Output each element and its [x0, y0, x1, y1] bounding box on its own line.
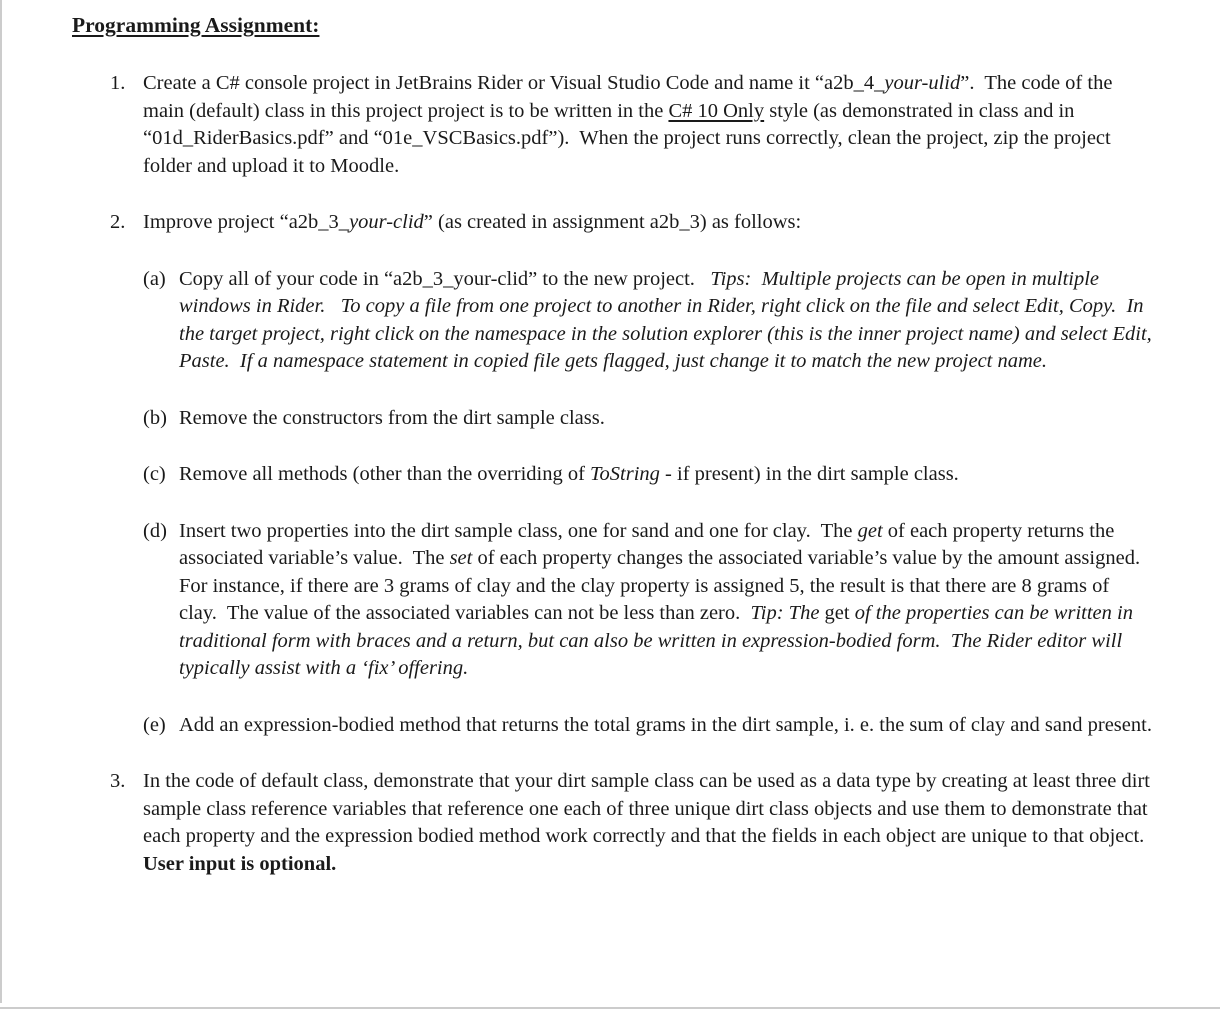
item-number: 2.: [110, 211, 126, 233]
list-item-2: [0, 209, 1220, 739]
sub-item-label: (a): [143, 267, 166, 290]
sub-item-label: (b): [143, 406, 167, 429]
page-left-border: [0, 0, 2, 1003]
page-bottom-border: [0, 1007, 1220, 1009]
list-item-1: [0, 70, 1220, 180]
page-title: Programming Assignment:: [72, 13, 320, 37]
item-text: Create a C# console project in JetBrains Rider or Visual Studio Code and name it “a2b_4_your-ulid”. The code of the main (default) class in this project project is to be written in the C# 10 Only style (as demonstrated in class and in “01d_RiderBasics.pdf” and “01e_VSCBasics.pdf”). When the project runs correctly, clean the project, zip the project folder and upload it to Moodle.: [143, 72, 1118, 177]
item-number: 1.: [110, 72, 126, 94]
sub-item-a: [143, 266, 1157, 376]
sub-item-c: [143, 461, 1152, 489]
list-item-3: [0, 768, 1220, 878]
sub-item-text: Insert two properties into the dirt sample class, one for sand and one for clay. The get of each property returns the associated variable’s value. The set of each property changes the associated variable’s value by the amount assigned. For instance, if there are 3 grams of clay and the clay property is assigned 5, the result is that there are 8 grams of clay. The value of the associated variables can not be less than zero. Tip: The get of the properties can be written in traditional form with braces and a return, but can also be written in expression-bodied form. The Rider editor will typically assist with a ‘fix’ offering.: [179, 519, 1151, 679]
sub-item-text: Remove all methods (other than the overriding of ToString - if present) in the dirt sample class.: [179, 463, 959, 485]
sub-item-label: (d): [143, 519, 167, 542]
sub-item-d: [143, 518, 1152, 683]
item-text: In the code of default class, demonstrate that your dirt sample class can be used as a data type by creating at least three dirt sample class reference variables that reference one each of three unique dirt class objects and use them to demonstrate that each property and the expression bodied method work correctly and that the fields in each object are unique to that object. User input is optional.: [143, 770, 1156, 875]
numbered-list: [0, 70, 1220, 878]
sub-item-label: (c): [143, 463, 166, 485]
sub-item-label: (e): [143, 713, 166, 736]
lettered-sub-list: [143, 266, 1157, 740]
sub-item-text: Copy all of your code in “a2b_3_your-clid” to the new project. Tips: Multiple projects can be open in multiple windows in Rider. To copy a file from one project to another in Rider, right click on the file and select Edit, Copy. In the target project, right click on the namespace in the solution explorer (this is the inner project name) and select Edit, Paste. If a namespace statement in copied file gets flagged, just change it to match the new project name.: [179, 267, 1157, 372]
item-text: Improve project “a2b_3_your-clid” (as created in assignment a2b_3) as follows:: [143, 211, 802, 233]
sub-item-e: [143, 712, 1152, 740]
sub-item-text: Remove the constructors from the dirt sample class.: [179, 406, 605, 429]
item-number: 3.: [110, 770, 126, 792]
sub-item-b: [143, 405, 1152, 433]
sub-item-text: Add an expression-bodied method that returns the total grams in the dirt sample, i. e. the sum of clay and sand present.: [179, 713, 1152, 736]
